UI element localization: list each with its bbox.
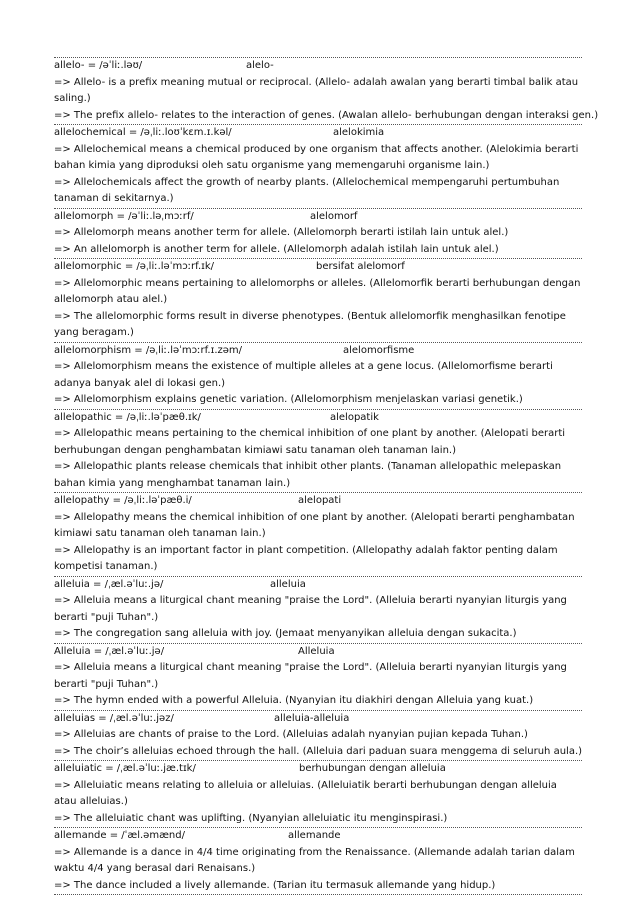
term-pronunciation: allelomorphism = /əˌliː.ləˈmɔːrf.ɪ.zəm/: [54, 344, 243, 356]
entry: [54, 493, 582, 577]
term-meaning: alelopatik: [330, 411, 379, 423]
term-meaning: alelomorfisme: [343, 344, 415, 356]
entry: [54, 711, 582, 762]
term-pronunciation: allelopathic = /əˌliː.ləˈpæθ.ɪk/: [54, 411, 201, 423]
entry-header: [54, 577, 582, 594]
term-meaning: alelo-: [246, 60, 274, 71]
term-pronunciation: allelomorphic = /əˌliː.ləˈmɔːrf.ɪk/: [54, 261, 215, 272]
example-line: => The dance included a lively allemande. (Tarian itu termasuk allemande yang hidup.): [54, 879, 496, 891]
term-meaning: alleluia-alleluia: [274, 712, 350, 724]
term-pronunciation: allelo- = /əˈliː.ləʊ/: [54, 60, 143, 71]
entry: [54, 577, 582, 644]
term-pronunciation: alleluias = /ˌæl.əˈluː.jəz/: [54, 712, 174, 724]
term-pronunciation: allelopathy = /əˌliː.ləˈpæθ.i/: [54, 495, 192, 506]
example-line: => Allelopathic plants release chemicals that inhibit other plants. (Tanaman allelopathic melepaskan bahan kimia yang menghambat tanaman lain.): [54, 461, 562, 489]
entry-header: [54, 343, 582, 360]
example-line: => The hymn ended with a powerful Alleluia. (Nyanyian itu diakhiri dengan Alleluia yang kuat.): [54, 695, 534, 706]
entry: [54, 343, 582, 410]
definition-line: => Allelomorphism means the existence of multiple alleles at a gene locus. (Allelomorfisme berarti adanya banyak alel di lokasi gen.): [54, 361, 553, 389]
entry-header: [54, 828, 582, 845]
definition-line: => Allelochemical means a chemical produced by one organism that affects another. (Alelokimia berarti bahan kimia yang diproduksi oleh satu organisme yang memengaruhi organisme lain.): [54, 143, 579, 171]
example-line: => An allelomorph is another term for allele. (Allelomorph adalah istilah lain untuk alel.): [54, 243, 499, 255]
entry-header: [54, 644, 582, 661]
entry-header: [54, 761, 582, 778]
entry: [54, 828, 582, 895]
definition-line: => Alleluiatic means relating to alleluia or alleluias. (Alleluiatik berarti berhubungan dengan alleluia atau alleluias.): [54, 779, 557, 807]
example-line: => The prefix allelo- relates to the interaction of genes. (Awalan allelo- berhubungan dengan interaksi gen.): [54, 109, 599, 121]
entry-header: [54, 493, 582, 510]
term-pronunciation: Alleluia = /ˌæl.əˈluː.jə/: [54, 645, 165, 657]
entry: [54, 644, 582, 711]
entry-header: [54, 711, 582, 728]
definition-line: => Allelopathy means the chemical inhibition of one plant by another. (Alelopati berarti penghambatan kimiawi satu tanaman oleh tanaman lain.): [54, 511, 575, 539]
term-meaning: bersifat alelomorf: [316, 261, 405, 272]
term-meaning: alleluia: [270, 578, 306, 590]
entry: [54, 761, 582, 828]
definition-line: => Allemande is a dance in 4/4 time originating from the Renaissance. (Allemande adalah tarian dalam waktu 4/4 yang berasal dari Renaisans.): [54, 846, 575, 874]
example-line: => The alleluiatic chant was uplifting. (Nyanyian alleluiatic itu menginspirasi.): [54, 812, 448, 824]
term-meaning: alelokimia: [333, 127, 385, 138]
term-pronunciation: alleluiatic = /ˌæl.əˈluː.jæ.tɪk/: [54, 763, 196, 774]
definition-line: => Allelopathic means pertaining to the chemical inhibition of one plant by another. (Alelopati berarti berhubungan dengan penghambatan kimiawi satu tanaman oleh tanaman lain.): [54, 428, 566, 456]
entry: [54, 125, 582, 209]
example-line: => The congregation sang alleluia with joy. (Jemaat menyanyikan alleluia dengan sukacita.): [54, 628, 517, 639]
term-meaning: allemande: [288, 830, 341, 841]
term-pronunciation: allelomorph = /əˈliː.ləˌmɔːrf/: [54, 210, 194, 222]
term-meaning: alelomorf: [310, 210, 358, 222]
entry: [54, 259, 582, 343]
entry-header: [54, 410, 582, 427]
term-pronunciation: allelochemical = /əˌliː.loʊˈkɛm.ɪ.kəl/: [54, 127, 232, 138]
example-line: => The allelomorphic forms result in diverse phenotypes. (Bentuk allelomorfik menghasilkan fenotipe yang beragam.): [54, 310, 566, 338]
definition-line: => Alleluias are chants of praise to the Lord. (Alleluias adalah nyanyian pujian kepada Tuhan.): [54, 729, 528, 740]
definition-line: => Allelomorph means another term for allele. (Allelomorph berarti istilah lain untuk alel.): [54, 227, 509, 238]
entry: [54, 57, 599, 125]
term-pronunciation: alleluia = /ˌæl.əˈluː.jə/: [54, 578, 164, 590]
term-meaning: berhubungan dengan alleluia: [299, 763, 446, 774]
dictionary-document: [54, 57, 599, 895]
definition-line: => Alleluia means a liturgical chant meaning "praise the Lord". (Alleluia berarti nyanyian liturgis yang berarti "puji Tuhan".): [54, 662, 567, 690]
entry-header: [54, 58, 582, 75]
example-line: => Allelomorphism explains genetic variation. (Allelomorphism menjelaskan variasi genetik.): [54, 394, 523, 405]
entry-header: [54, 125, 582, 142]
entry: [54, 410, 582, 494]
entry-header: [54, 209, 582, 226]
entry-header: [54, 259, 582, 276]
definition-line: => Alleluia means a liturgical chant meaning "praise the Lord". (Alleluia berarti nyanyian liturgis yang berarti "puji Tuhan".): [54, 595, 567, 623]
example-line: => Allelochemicals affect the growth of nearby plants. (Allelochemical mempengaruhi pertumbuhan tanaman di sekitarnya.): [54, 176, 560, 204]
entry: [54, 209, 582, 260]
term-meaning: Alleluia: [298, 645, 335, 657]
term-pronunciation: allemande = /ˈæl.əmænd/: [54, 830, 185, 841]
term-meaning: alelopati: [298, 495, 342, 506]
definition-line: => Allelo- is a prefix meaning mutual or reciprocal. (Allelo- adalah awalan yang berarti timbal balik atau saling.): [54, 76, 579, 104]
example-line: => The choir’s alleluias echoed through the hall. (Alleluia dari paduan suara menggema di seluruh aula.): [54, 745, 583, 757]
definition-line: => Allelomorphic means pertaining to allelomorphs or alleles. (Allelomorfik berarti berhubungan dengan allelomorph atau alel.): [54, 277, 581, 305]
example-line: => Allelopathy is an important factor in plant competition. (Allelopathy adalah faktor penting dalam kompetisi tanaman.): [54, 544, 558, 572]
